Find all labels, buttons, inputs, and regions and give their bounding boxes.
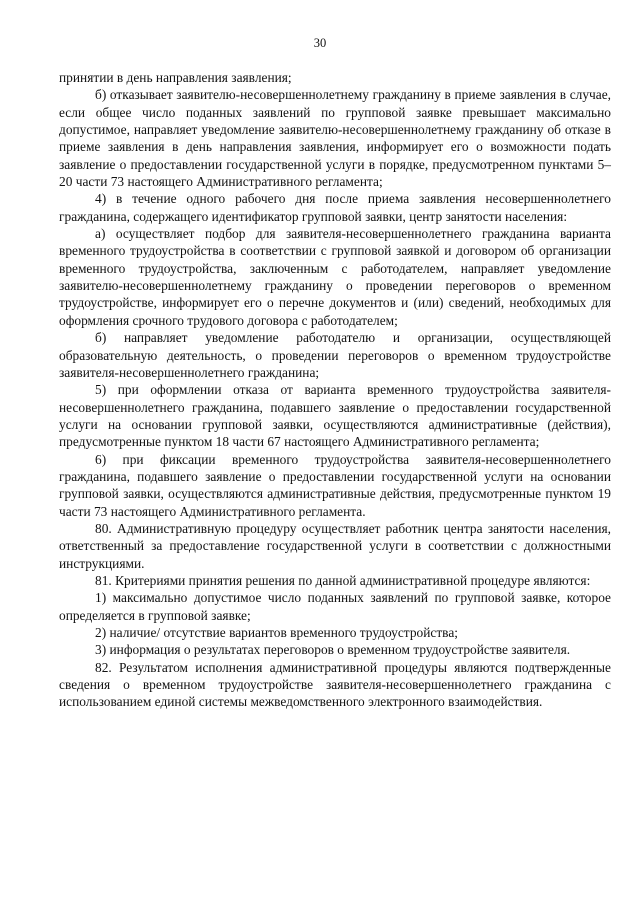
paragraph-criterion-1: 1) максимально допустимое число поданных заявлений по групповой заявке, которое определяется в групповой заявке; (59, 590, 611, 623)
paragraph-subitem-a-selection: а) осуществляет подбор для заявителя-несовершеннолетнего гражданина варианта временного трудоустройства в соответствии с групповой заявкой и договором об организации временного трудоустройства, заключенным с работодателем, направляет уведомление заявителю-несовершеннолетнему гражданину о проведении переговоров о временном трудоустройстве, информирует его о перечне документов и (или) сведений, необходимых для оформления срочного трудового договора с работодателем; (59, 226, 611, 328)
paragraph-item-4: 4) в течение одного рабочего дня после приема заявления несовершеннолетнего гражданина, содержащего идентификатор групповой заявки, центр занятости населения: (59, 191, 611, 224)
paragraph-criterion-2: 2) наличие/ отсутствие вариантов временного трудоустройства; (95, 625, 458, 640)
paragraph-item-5: 5) при оформлении отказа от варианта временного трудоустройства заявителя-несовершеннолетнего гражданина, подавшего заявление о предоставлении государственной услуги на основании групповой заявки, осуществляются административные (действия), предусмотренные пунктом 18 части 67 настоящего Административного регламента; (59, 382, 611, 450)
paragraph-item-6: 6) при фиксации временного трудоустройства заявителя-несовершеннолетнего гражданина, подавшего заявление о предоставлении государственной услуги на основании групповой заявки, осуществляются административные действия, предусмотренные пунктом 19 части 73 настоящего Административного регламента. (59, 451, 611, 519)
paragraph-criterion-3: 3) информация о результатах переговоров о временном трудоустройстве заявителя. (95, 642, 571, 658)
page-number: 30 (313, 36, 327, 50)
paragraph-continuation: принятии в день направления заявления; (59, 70, 292, 85)
paragraph-subitem-b-notification: б) направляет уведомление работодателю и организации, осуществляющей образовательную деятельность, о проведении переговоров о временном трудоустройстве заявителя-несовершеннолетнего гражданина; (59, 330, 611, 380)
document-body (59, 69, 611, 711)
paragraph-clause-82: 82. Результатом исполнения административной процедуры являются подтвержденные сведения о временном трудоустройстве заявителя-несовершеннолетнего гражданина с использованием единой системы межведомственного электронного взаимодействия. (59, 659, 611, 710)
paragraph-clause-81: 81. Критериями принятия решения по данной административной процедуре являются: (95, 572, 591, 588)
paragraph-clause-80: 80. Административную процедуру осуществляет работник центра занятости населения, ответственный за предоставление государственной услуги в соответствии с должностными инструкциями. (59, 520, 611, 571)
paragraph-subitem-b-refusal: б) отказывает заявителю-несовершеннолетнему гражданину в приеме заявления в случае, если общее число поданных заявлений по групповой заявке превышает максимально допустимое, направляет уведомление заявителю-несовершеннолетнему гражданину об отказе в приеме заявления в день направления заявления, информирует его о возможности подать заявление о предоставлении государственной услуги в порядке, предусмотренном пунктами 5–20 части 73 настоящего Административного регламента; (59, 87, 611, 190)
